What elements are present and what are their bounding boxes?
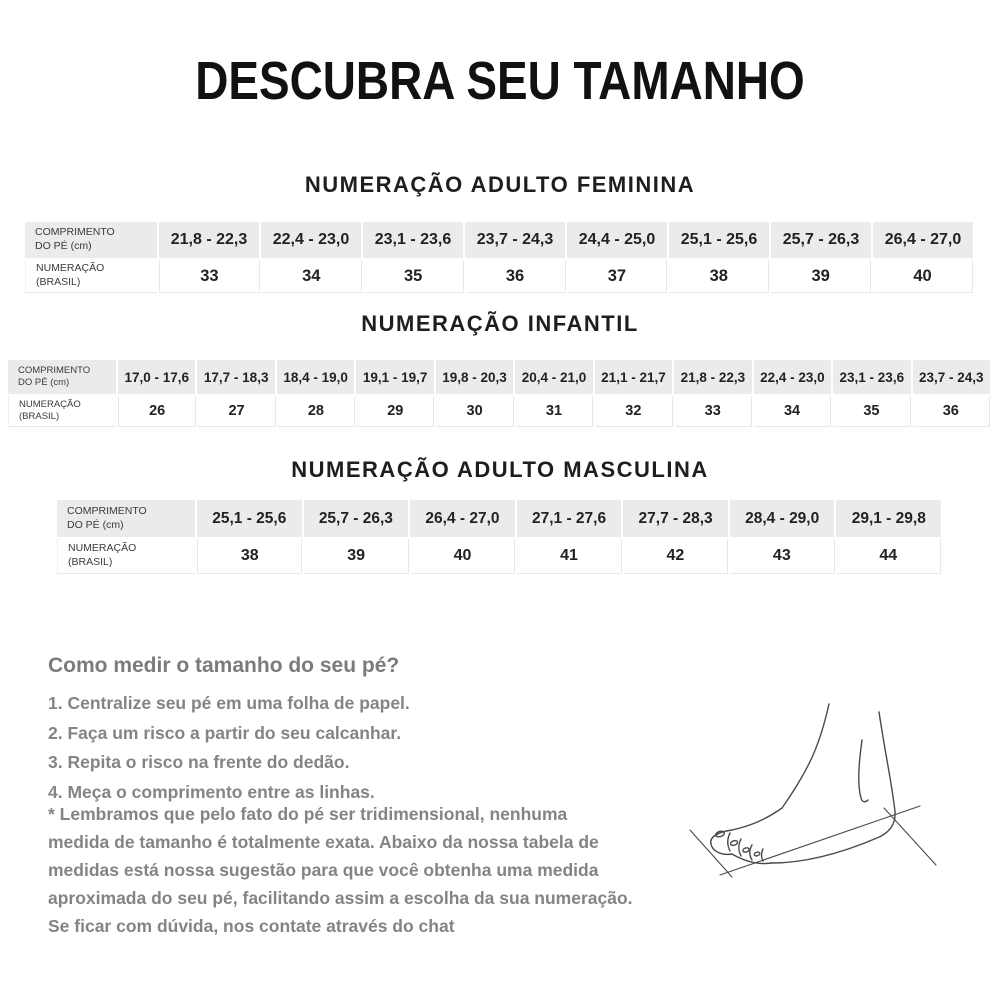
foot-length-cell: 26,4 - 27,0 (873, 222, 973, 258)
howto-steps (48, 689, 410, 807)
shoe-size-cell: 43 (730, 539, 834, 574)
shoe-size-cell: 28 (278, 396, 355, 427)
foot-length-cell: 25,7 - 26,3 (771, 222, 871, 258)
table-row (8, 396, 990, 427)
foot-length-cell: 23,7 - 24,3 (913, 360, 990, 394)
foot-length-label (57, 500, 195, 537)
foot-length-cell: 27,7 - 28,3 (623, 500, 728, 537)
shoe-size-cell: 39 (771, 260, 871, 293)
shoe-size-cell: 31 (516, 396, 593, 427)
foot-length-cell: 17,7 - 18,3 (197, 360, 274, 394)
shoe-size-cell: 27 (198, 396, 275, 427)
shoe-size-cells (159, 260, 973, 293)
howto-step: 2. Faça um risco a partir do seu calcanhar. (48, 722, 402, 743)
shoe-size-cell: 40 (411, 539, 515, 574)
howto-step: 1. Centralize seu pé em uma folha de papel. (48, 693, 410, 713)
label-line: DO PÉ (cm) (67, 518, 124, 531)
howto-step: 3. Repita o risco na frente do dedão. (48, 752, 350, 772)
foot-length-cells (118, 360, 990, 394)
shoe-size-cell: 37 (568, 260, 668, 293)
shoe-size-cell: 39 (304, 539, 408, 574)
foot-length-cell: 22,4 - 23,0 (261, 222, 361, 258)
label-line: COMPRIMENTO (18, 364, 91, 376)
foot-length-cell: 22,4 - 23,0 (754, 360, 831, 394)
shoe-size-cell: 33 (675, 396, 752, 427)
foot-length-cell: 19,1 - 19,7 (356, 360, 433, 394)
foot-length-cell: 19,8 - 20,3 (436, 360, 513, 394)
table-row (8, 360, 990, 394)
section-title-adult-female: NUMERAÇÃO ADULTO FEMININA (304, 172, 696, 197)
size-table-children (8, 360, 990, 429)
foot-length-cell: 25,1 - 25,6 (669, 222, 769, 258)
foot-length-cell: 27,1 - 27,6 (517, 500, 622, 537)
label-line: NUMERAÇÃO (19, 398, 81, 410)
shoe-size-cells (197, 539, 941, 574)
foot-length-cell: 21,1 - 21,7 (595, 360, 672, 394)
foot-length-cells (159, 222, 973, 258)
foot-length-cell: 25,7 - 26,3 (304, 500, 409, 537)
label-line: (BRASIL) (19, 411, 60, 422)
foot-length-cell: 29,1 - 29,8 (836, 500, 941, 537)
label-line: (BRASIL) (68, 556, 113, 568)
shoe-size-cell: 35 (833, 396, 910, 427)
label-line: DO PÉ (cm) (35, 240, 92, 252)
foot-length-cell: 28,4 - 29,0 (730, 500, 835, 537)
foot-length-cell: 20,4 - 21,0 (515, 360, 592, 394)
foot-length-cell: 17,0 - 17,6 (118, 360, 195, 394)
table-row (25, 222, 973, 258)
foot-length-cell: 21,8 - 22,3 (674, 360, 751, 394)
measurement-note: * Lembramos que pelo fato do pé ser tridimensional, nenhuma medida de tamanho é totalmente exata. Abaixo da nossa tabela de medidas está nossa sugestão para que você obtenha uma medida aproximada do seu pé, facilitando assim a escolha da sua numeração. Se ficar com dúvida, nos contate através do chat (48, 804, 633, 936)
foot-length-label (8, 360, 116, 394)
foot-length-cell: 21,8 - 22,3 (159, 222, 259, 258)
shoe-size-cell: 40 (873, 260, 973, 293)
shoe-size-cell: 38 (669, 260, 769, 293)
shoe-size-cell: 41 (517, 539, 621, 574)
shoe-size-cell: 26 (118, 396, 196, 427)
shoe-size-cell: 32 (595, 396, 672, 427)
page-title: DESCUBRA SEU TAMANHO (195, 51, 805, 111)
foot-length-cell: 18,4 - 19,0 (277, 360, 354, 394)
label-line: COMPRIMENTO (67, 504, 147, 517)
section-title-children: NUMERAÇÃO INFANTIL (361, 311, 639, 336)
shoe-size-label (8, 396, 116, 427)
shoe-size-cell: 42 (624, 539, 728, 574)
foot-length-cell: 25,1 - 25,6 (197, 500, 302, 537)
shoe-size-cell: 34 (262, 260, 362, 293)
shoe-size-cells (118, 396, 990, 427)
foot-illustration-icon (662, 662, 998, 930)
foot-length-cell: 23,1 - 23,6 (833, 360, 910, 394)
shoe-size-label (25, 260, 157, 293)
foot-length-cell: 23,1 - 23,6 (363, 222, 463, 258)
shoe-size-cell: 36 (913, 396, 990, 427)
shoe-size-cell: 35 (364, 260, 464, 293)
foot-length-cell: 23,7 - 24,3 (465, 222, 565, 258)
label-line: COMPRIMENTO (35, 226, 115, 239)
shoe-size-cell: 29 (357, 396, 434, 427)
shoe-size-cell: 30 (436, 396, 513, 427)
label-line: DO PÉ (cm) (18, 377, 70, 388)
shoe-size-cell: 33 (159, 260, 260, 293)
foot-length-cells (197, 500, 941, 537)
shoe-size-cell: 38 (197, 539, 302, 574)
shoe-size-label (57, 539, 195, 574)
foot-length-label (25, 222, 157, 258)
label-line: NUMERAÇÃO (68, 542, 137, 555)
shoe-size-cell: 36 (466, 260, 566, 293)
howto-heading: Como medir o tamanho do seu pé? (48, 654, 400, 677)
foot-length-cell: 24,4 - 25,0 (567, 222, 667, 258)
label-line: NUMERAÇÃO (36, 262, 105, 275)
shoe-size-cell: 34 (754, 396, 831, 427)
section-title-adult-male: NUMERAÇÃO ADULTO MASCULINA (291, 457, 709, 482)
label-line: (BRASIL) (36, 276, 81, 288)
table-row (25, 260, 973, 293)
shoe-size-cell: 44 (837, 539, 941, 574)
size-table-adult-male (57, 500, 941, 576)
foot-length-cell: 26,4 - 27,0 (410, 500, 515, 537)
table-row (57, 539, 941, 574)
table-row (57, 500, 941, 537)
howto-step: 4. Meça o comprimento entre as linhas. (48, 781, 375, 802)
size-table-adult-female (25, 222, 973, 295)
